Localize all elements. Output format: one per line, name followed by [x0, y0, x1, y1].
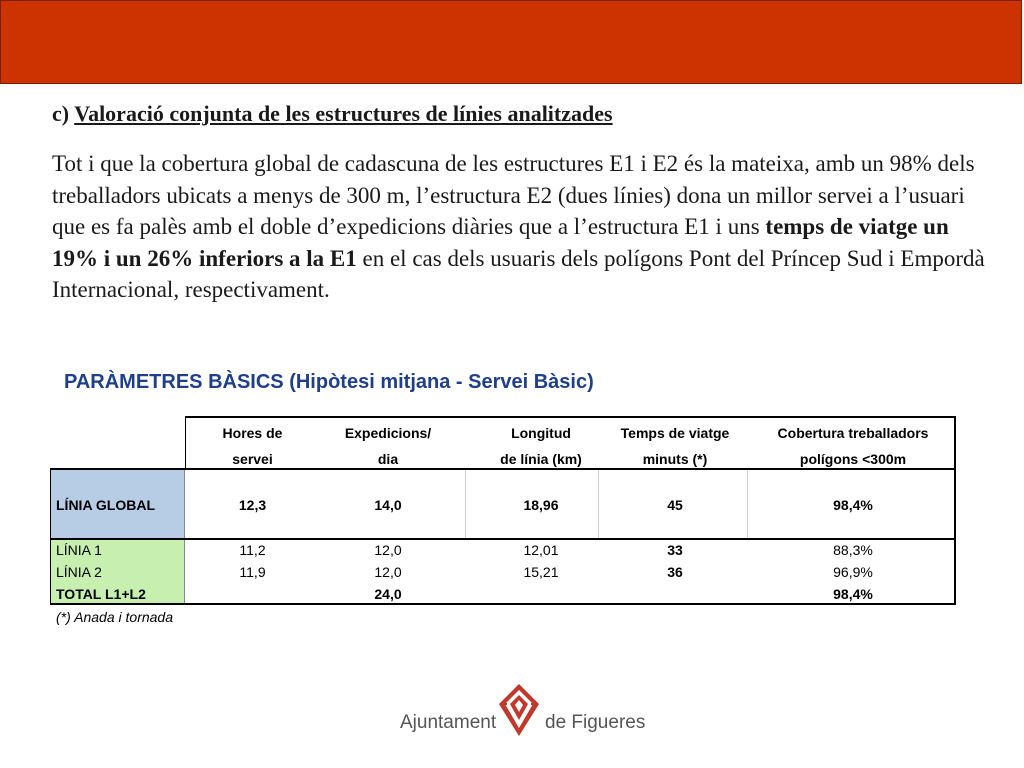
table-row-label: TOTAL L1+L2 [56, 586, 146, 602]
table-row-expedicions: 12,0 [374, 564, 402, 580]
body-paragraph-part2: en el cas dels usuaris dels polígons Pont del Príncep Sud i Empordà Internacional, respectivament. [52, 245, 985, 302]
parameters-table [50, 416, 956, 605]
table-row-cobertura: 88,3% [833, 542, 873, 558]
table-header-left-border [185, 416, 186, 470]
header-banner [0, 0, 1022, 84]
table-row-hores: 11,2 [239, 542, 266, 558]
section-heading [52, 101, 613, 127]
body-paragraph [52, 148, 992, 306]
header-longitud-line1: Longitud [511, 425, 571, 441]
section-heading-text: Valoració conjunta de les estructures de línies analitzades [74, 101, 613, 126]
header-temps-line1: Temps de viatge [620, 425, 730, 441]
footer-text-right: de Figueres [545, 712, 646, 733]
section-heading-prefix: c) [52, 101, 75, 126]
body-paragraph-part1: Tot i que la cobertura global de cadascuna de les estructures E1 i E2 és la mateixa, amb un 98% dels treballadors ubicats a menys de 300 m, l’estructura E2 (dues línies) dona un millor servei a l’usuari que es fa palès amb el doble d’expedicions diàries que a l’estructura E1 i uns [52, 151, 975, 239]
table-header-separator [50, 468, 956, 470]
global-row-longitud: 18,96 [523, 497, 559, 513]
header-longitud-line2: de línia (km) [500, 451, 582, 467]
footer-logo [400, 682, 646, 742]
table-row-label: LÍNIA 2 [56, 564, 102, 580]
table-row-longitud: 15,21 [523, 564, 559, 580]
table-title: PARÀMETRES BÀSICS (Hipòtesi mitjana - Servei Bàsic) [64, 371, 594, 393]
footer-text-left: Ajuntament [400, 712, 497, 733]
header-temps-line2: minuts (*) [642, 451, 708, 467]
table-row-cobertura: 96,9% [833, 564, 873, 580]
global-row-cobertura: 98,4% [833, 497, 873, 513]
table-border-bottom [50, 603, 956, 605]
table-footnote: (*) Anada i tornada [56, 609, 173, 625]
table-row-expedicions: 12,0 [374, 542, 402, 558]
table-row-hores: 11,9 [239, 564, 266, 580]
table-grid-line [747, 470, 748, 538]
global-row-expedicions: 14,0 [374, 497, 402, 513]
table-row-longitud: 12,01 [523, 542, 559, 558]
table-grid-line [465, 470, 466, 538]
global-row-temps: 45 [667, 497, 683, 513]
header-hores-line1: Hores de [222, 425, 283, 441]
coat-of-arms-svg [496, 682, 542, 738]
global-row-label: LÍNIA GLOBAL [56, 497, 156, 513]
body-paragraph-highlight: temps de viatge un 19% i un 26% inferiors a la E1 [52, 214, 949, 271]
table-border-top [185, 416, 956, 418]
header-expedicions-line1: Expedicions/ [344, 425, 432, 441]
table-row-separator [50, 538, 956, 540]
header-cobertura-line2: polígons <300m [799, 451, 907, 467]
table-row-label: LÍNIA 1 [56, 542, 102, 558]
header-expedicions-line2: dia [377, 451, 399, 467]
table-row-cobertura: 98,4% [833, 586, 873, 602]
table-row-expedicions: 24,0 [374, 586, 402, 602]
table-border-right [954, 416, 956, 605]
global-row-hores: 12,3 [238, 497, 267, 513]
table-row-temps: 33 [667, 542, 683, 558]
figueres-coat-of-arms-icon [496, 682, 542, 738]
table-row-temps: 36 [667, 564, 683, 580]
header-cobertura-line1: Cobertura treballadors [777, 425, 929, 441]
header-hores-line2: servei [232, 451, 273, 467]
